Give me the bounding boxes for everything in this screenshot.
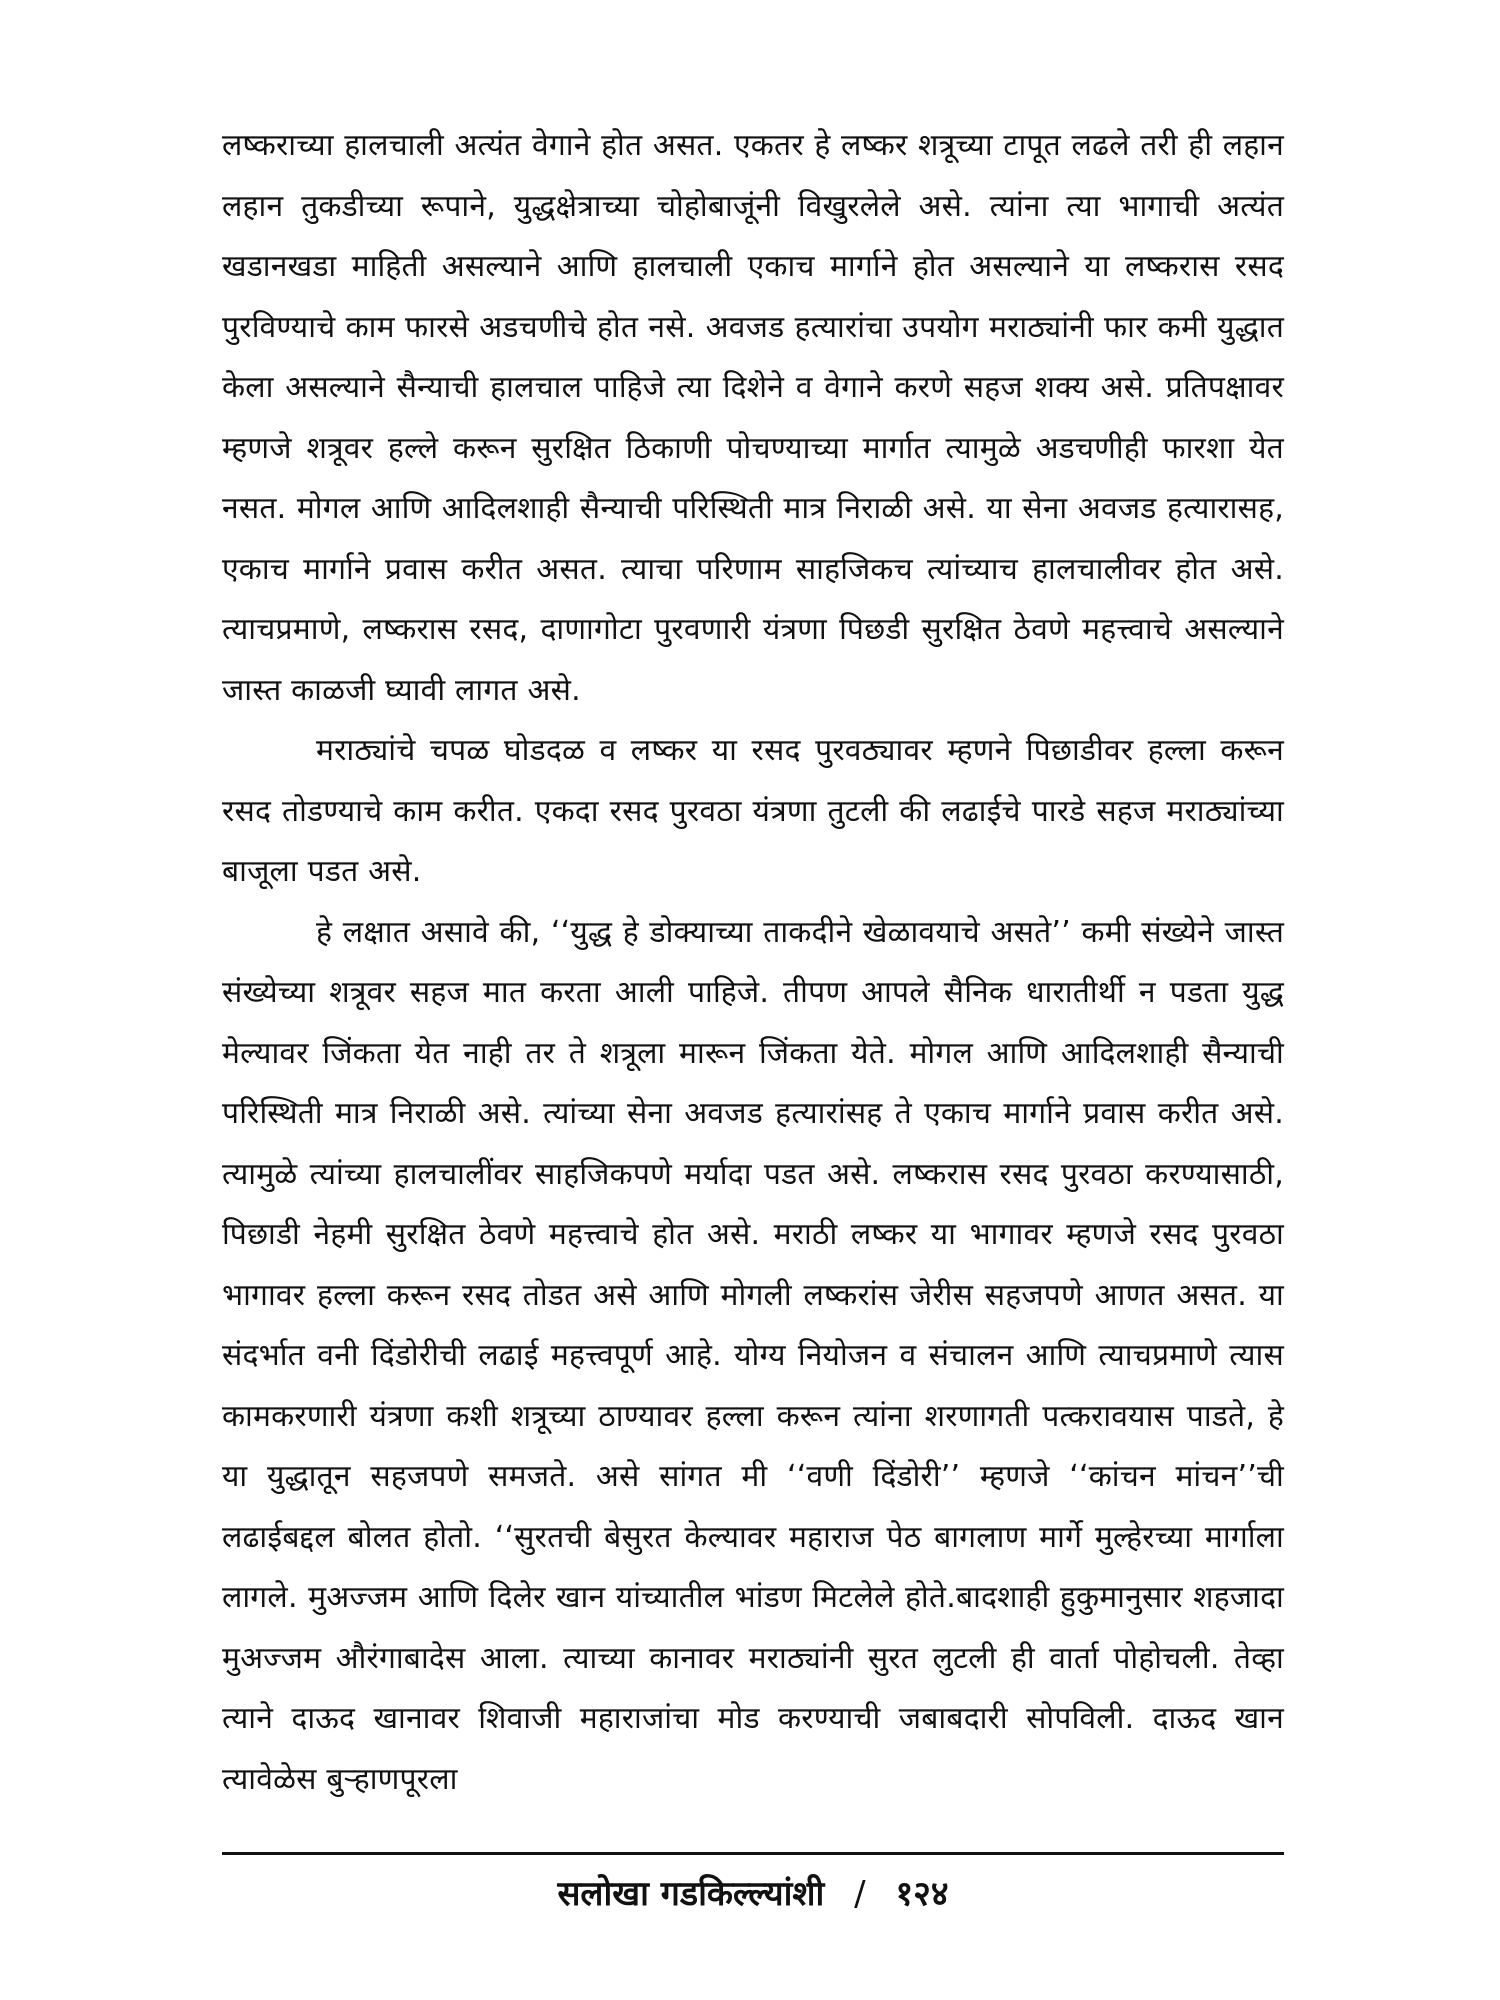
- footer-separator: /: [854, 1874, 866, 1914]
- footer-divider: [222, 1852, 1284, 1855]
- paragraph-3: हे लक्षात असावे की, ‘‘युद्ध हे डोक्याच्या ताकदीने खेळावयाचे असते’’ कमी संख्येने जास्त संख्येच्या शत्रूवर सहज मात करता आली पाहिजे. तीपण आपले सैनिक धारातीर्थी न पडता युद्ध मेल्यावर जिंकता येत नाही तर ते शत्रूला मारून जिंकता येते. मोगल आणि आदिलशाही सैन्याची परिस्थिती मात्र निराळी असे. त्यांच्या सेना अवजड हत्यारांसह ते एकाच मार्गाने प्रवास करीत असे. त्यामुळे त्यांच्या हालचालींवर साहजिकपणे मर्यादा पडत असे. लष्करास रसद पुरवठा करण्यासाठी, पिछाडी नेहमी सुरक्षित ठेवणे महत्त्वाचे होत असे. मराठी लष्कर या भागावर म्हणजे रसद पुरवठा भागावर हल्ला करून रसद तोडत असे आणि मोगली लष्करांस जेरीस सहजपणे आणत असत. या संदर्भात वनी दिंडोरीची लढाई महत्त्वपूर्ण आहे. योग्य नियोजन व संचालन आणि त्याचप्रमाणे त्यास कामकरणारी यंत्रणा कशी शत्रूच्या ठाण्यावर हल्ला करून त्यांना शरणागती पत्करावयास पाडते, हे या युद्धातून सहजपणे समजते. असे सांगत मी ‘‘वणी दिंडोरी’’ म्हणजे ‘‘कांचन मांचन’’ची लढाईबद्दल बोलत होतो. ‘‘सुरतची बेसुरत केल्यावर महाराज पेठ बागलाण मार्गे मुल्हेरच्या मार्गाला लागले. मुअज्जम आणि दिलेर खान यांच्यातील भांडण मिटलेले होते.बादशाही हुकुमानुसार शहजादा मुअज्जम औरंगाबादेस आला. त्याच्या कानावर मराठ्यांनी सुरत लुटली ही वार्ता पोहोचली. तेव्हा त्याने दाऊद खानावर शिवाजी महाराजांचा मोड करण्याची जबाबदारी सोपविली. दाऊद खान त्यावेळेस बुऱ्हाणपूरला: [222, 914, 1284, 1797]
- page-body: [222, 116, 1284, 1810]
- page-footer: [222, 1870, 1284, 1918]
- book-title: सलोखा गडकिल्ल्यांशी: [557, 1874, 825, 1914]
- paragraph-2: मराठ्यांचे चपळ घोडदळ व लष्कर या रसद पुरवठ्यावर म्हणने पिछाडीवर हल्ला करून रसद तोडण्याचे काम करीत. एकदा रसद पुरवठा यंत्रणा तुटली की लढाईचे पारडे सहज मराठ्यांच्या बाजूला पडत असे.: [222, 733, 1284, 889]
- paragraph-1: लष्कराच्या हालचाली अत्यंत वेगाने होत असत. एकतर हे लष्कर शत्रूच्या टापूत लढले तरी ही लहान लहान तुकडीच्या रूपाने, युद्धक्षेत्राच्या चोहोबाजूंनी विखुरलेले असे. त्यांना त्या भागाची अत्यंत खडानखडा माहिती असल्याने आणि हालचाली एकाच मार्गाने होत असल्याने या लष्करास रसद पुरविण्याचे काम फारसे अडचणीचे होत नसे. अवजड हत्यारांचा उपयोग मराठ्यांनी फार कमी युद्धात केला असल्याने सैन्याची हालचाल पाहिजे त्या दिशेने व वेगाने करणे सहज शक्य असे. प्रतिपक्षावर म्हणजे शत्रूवर हल्ले करून सुरक्षित ठिकाणी पोचण्याच्या मार्गात त्यामुळे अडचणीही फारशा येत नसत. मोगल आणि आदिलशाही सैन्याची परिस्थिती मात्र निराळी असे. या सेना अवजड हत्यारासह, एकाच मार्गाने प्रवास करीत असत. त्याचा परिणाम साहजिकच त्यांच्याच हालचालीवर होत असे. त्याचप्रमाणे, लष्करास रसद, दाणागोटा पुरवणारी यंत्रणा पिछडी सुरक्षित ठेवणे महत्त्वाचे असल्याने जास्त काळजी घ्यावी लागत असे.: [222, 128, 1284, 708]
- page-number: १२४: [895, 1874, 949, 1914]
